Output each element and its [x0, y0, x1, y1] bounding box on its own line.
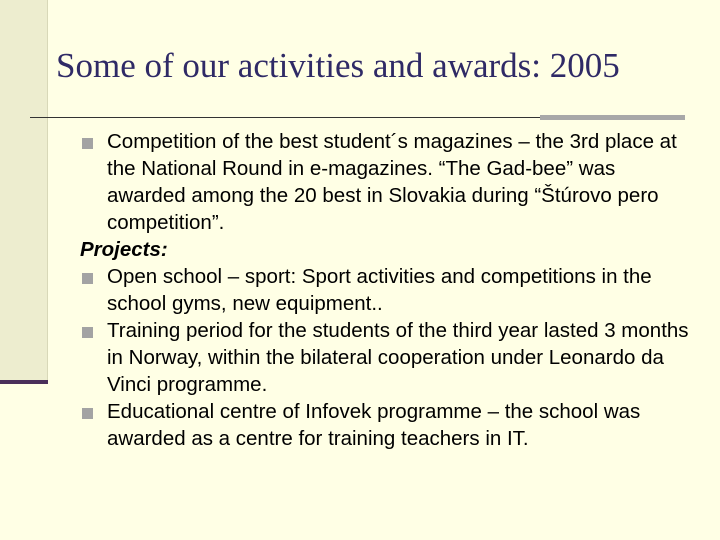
left-accent-line: [0, 380, 48, 384]
square-bullet-icon: [82, 138, 93, 149]
square-bullet-icon: [82, 273, 93, 284]
list-item-text: Open school – sport: Sport activities and competitions in the school gyms, new equipment..: [107, 265, 652, 315]
square-bullet-icon: [82, 327, 93, 338]
square-bullet-icon: [82, 408, 93, 419]
projects-heading: Projects:: [80, 238, 168, 261]
list-item: [80, 128, 690, 236]
list-item: [80, 317, 690, 398]
list-item-text: Training period for the students of the third year lasted 3 months in Norway, within the bilateral cooperation under Leonardo da Vinci programme.: [107, 319, 689, 396]
list-item-text: Competition of the best student´s magazines – the 3rd place at the National Round in e-magazines. “The Gad-bee” was awarded among the 20 best in Slovakia during “Štúrovo pero competition”.: [107, 130, 677, 234]
list-item-text: Educational centre of Infovek programme – the school was awarded as a centre for training teachers in IT.: [107, 400, 641, 450]
list-item: [80, 263, 690, 317]
slide-title: Some of our activities and awards: 2005: [56, 46, 620, 85]
slide-content: [80, 128, 690, 452]
list-item: [80, 398, 690, 452]
title-divider-accent: [540, 115, 685, 120]
left-decorative-bar: [0, 0, 48, 383]
